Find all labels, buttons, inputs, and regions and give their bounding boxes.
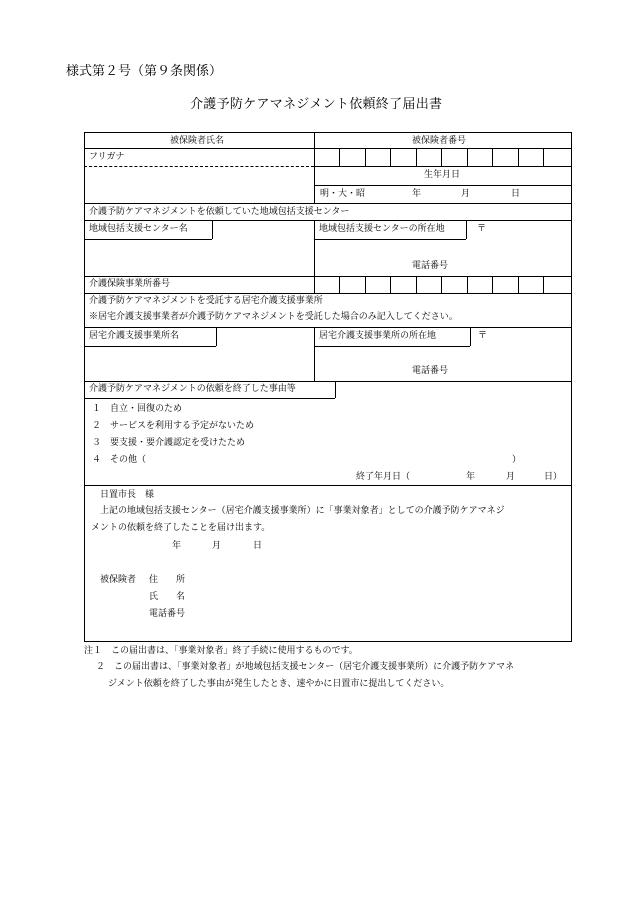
- insured-number-cell[interactable]: [365, 148, 366, 166]
- reason-item[interactable]: ４ その他（: [92, 455, 147, 465]
- office-number-cell[interactable]: [467, 276, 468, 293]
- contractor-name-box-right: [216, 327, 217, 346]
- declaration-month-label: 月: [212, 541, 222, 551]
- contractor-name-box-bottom: [84, 346, 216, 347]
- center-phone-label: 電話番号: [412, 261, 449, 271]
- row-divider: [314, 185, 572, 186]
- insured-number-cell[interactable]: [390, 148, 391, 166]
- office-number-cell[interactable]: [416, 276, 417, 293]
- address-label: 住 所: [149, 575, 186, 585]
- office-number-cell[interactable]: [518, 276, 519, 293]
- note-2-line-2: ジメント依頼を終了した事由が発生したとき、速やかに日置市に提出してください。: [108, 679, 450, 689]
- office-number-cell[interactable]: [492, 276, 493, 293]
- office-number-cell[interactable]: [390, 276, 391, 293]
- name-label: 氏 名: [149, 592, 186, 602]
- reason-item[interactable]: ２ サービスを利用する予定がないため: [92, 421, 255, 431]
- insured-label: 被保険者: [100, 575, 137, 585]
- reason-item[interactable]: ３ 要支援・要介護認定を受けたため: [92, 438, 246, 448]
- reason-item[interactable]: １ 自立・回復のため: [92, 404, 183, 414]
- row-divider: [84, 148, 572, 149]
- row-divider: [84, 327, 572, 328]
- row-divider: [84, 293, 572, 294]
- center-address-label: 地域包括支援センターの所在地: [319, 224, 445, 234]
- birth-month-label: 月: [461, 189, 471, 199]
- row-divider: [84, 381, 572, 382]
- furigana-label: フリガナ: [89, 152, 125, 162]
- row-divider: [84, 203, 572, 204]
- contractor-address-label: 居宅介護支援事業所の所在地: [319, 331, 437, 341]
- office-number-cell[interactable]: [339, 276, 340, 293]
- phone-label: 電話番号: [149, 609, 186, 619]
- row-divider: [84, 276, 572, 277]
- office-number-cell[interactable]: [441, 276, 442, 293]
- insured-number-cell[interactable]: [441, 148, 442, 166]
- declaration-year-label: 年: [172, 541, 182, 551]
- reason-section-label: 介護予防ケアマネジメントの依頼を終了した事由等: [89, 384, 296, 394]
- col-divider: [314, 220, 315, 293]
- office-number-label: 介護保険事業所番号: [89, 279, 171, 289]
- insured-number-cell[interactable]: [543, 148, 544, 166]
- contractor-address-box-bottom: [314, 346, 470, 347]
- contractor-phone-label: 電話番号: [412, 366, 449, 376]
- declaration-day-label: 日: [253, 541, 263, 551]
- row-divider: [84, 220, 572, 221]
- end-year-label: 年: [466, 472, 476, 482]
- col-divider: [314, 132, 315, 203]
- insured-number-cell[interactable]: [339, 148, 340, 166]
- contractor-name-label: 居宅介護支援事業所名: [89, 331, 180, 341]
- insured-number-cell[interactable]: [416, 148, 417, 166]
- insured-number-cell[interactable]: [467, 148, 468, 166]
- office-number-cell[interactable]: [365, 276, 366, 293]
- center-name-box-right: [212, 220, 213, 239]
- birth-day-label: 日: [511, 189, 521, 199]
- end-date-label: 終了年月日（: [356, 472, 411, 482]
- note-1: 注１ この届出書は、「事業対象者」終了手続に使用するものです。: [84, 646, 358, 656]
- birth-year-label: 年: [412, 189, 422, 199]
- furigana-divider: [84, 166, 314, 167]
- birthdate-label: 生年月日: [424, 170, 461, 180]
- insured-name-header: 被保険者氏名: [170, 136, 225, 146]
- era-label: 明・大・昭: [320, 189, 366, 199]
- insured-number-cell[interactable]: [518, 148, 519, 166]
- center-postal-mark: 〒: [477, 224, 487, 234]
- contractor-note: ※居宅介護支援事業者が介護予防ケアマネジメントを受託した場合のみ記入してください。: [89, 312, 458, 322]
- center-section-label: 介護予防ケアマネジメントを依頼していた地域包括支援センター: [89, 207, 350, 217]
- insured-number-header: 被保険者番号: [412, 136, 467, 146]
- row-divider: [84, 485, 572, 486]
- center-name-label: 地域包括支援センター名: [89, 224, 188, 234]
- note-2-line-1: ２ この届出書は、「事業対象者」が地域包括支援センター（居宅介護支援事業所）に介護予防ケアマネ: [96, 662, 515, 672]
- col-divider: [314, 327, 315, 381]
- reason-box-right: [335, 381, 336, 398]
- form-number: 様式第２号（第９条関係）: [66, 64, 223, 79]
- office-number-cell[interactable]: [543, 276, 544, 293]
- center-name-box-bottom: [84, 239, 212, 240]
- contractor-address-box-right: [470, 327, 471, 346]
- contractor-section-label: 介護予防ケアマネジメントを受託する居宅介護支援事業所: [89, 296, 323, 306]
- end-month-label: 月: [506, 472, 516, 482]
- declaration-line-2: メントの依頼を終了したことを届け出ます。: [91, 523, 271, 533]
- reason-box-bottom: [84, 398, 335, 399]
- reason-other-close: ）: [512, 455, 522, 465]
- contractor-postal-mark: 〒: [478, 331, 488, 341]
- page-title: 介護予防ケアマネジメント依頼終了届出書: [190, 97, 443, 112]
- end-day-label: 日）: [544, 472, 563, 482]
- insured-number-cell[interactable]: [492, 148, 493, 166]
- center-address-box-right: [466, 220, 467, 239]
- center-address-box-bottom: [314, 239, 466, 240]
- declaration-line-1: 上記の地域包括支援センター（居宅介護支援事業所）に「事業対象者」としての介護予防ケアマネジ: [100, 506, 505, 516]
- addressee: 日置市長 様: [100, 490, 155, 500]
- row-divider: [314, 166, 572, 167]
